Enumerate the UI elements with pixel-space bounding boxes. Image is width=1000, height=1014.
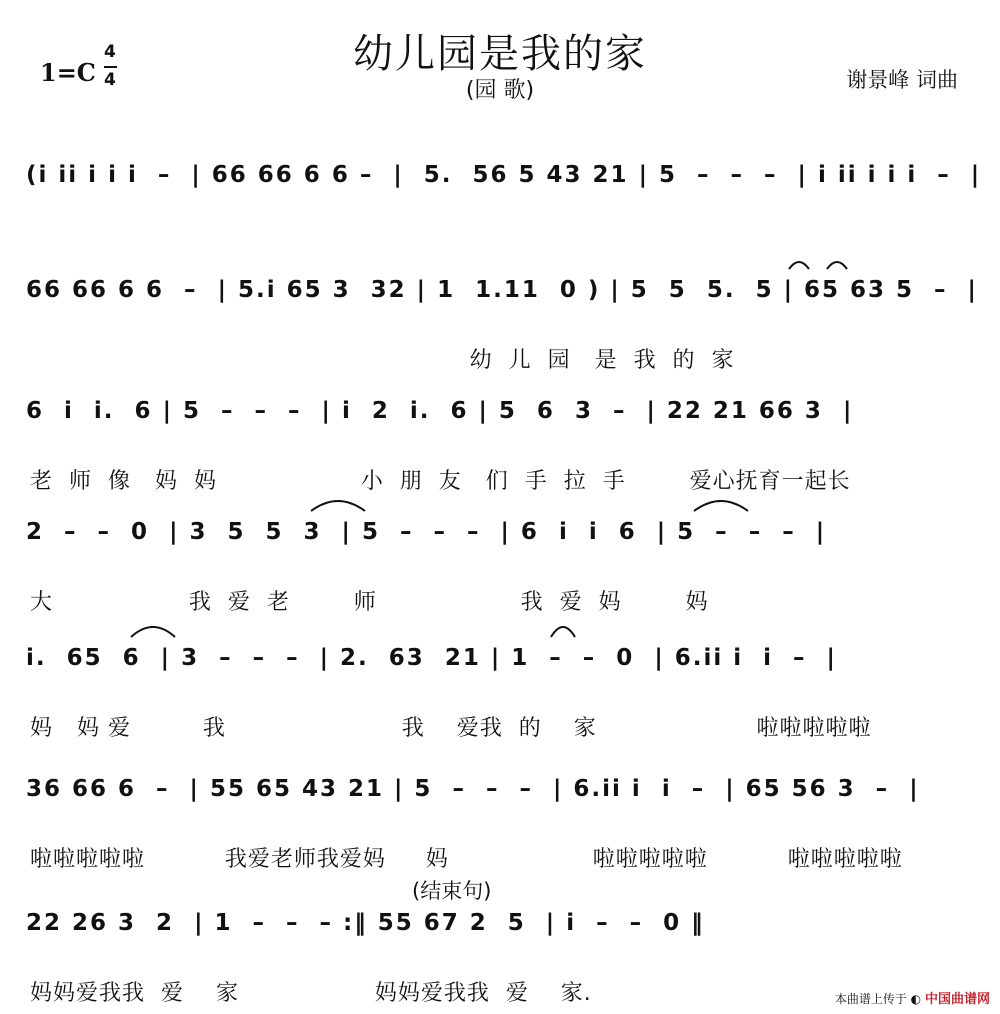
notation-line: (i ii i i i – | 66 66 6 6 – | 5. 56 5 43 21 | 5 – – – | i ii i i i – | [26, 162, 982, 188]
page-title: 幼儿园是我的家 [353, 31, 647, 77]
time-signature-top: 4 [104, 42, 116, 62]
lyric-line: 妈 妈 爱 我 我 爱我 的 家 啦啦啦啦啦 [30, 716, 872, 741]
slur-mark [125, 619, 185, 641]
lyric-line: 幼 儿 园 是 我 的 家 [30, 348, 735, 373]
notation-line: 66 66 6 6 – | 5.i 65 3 32 | 1 1.11 0 ) | 5 5 5. 5 | 65 63 5 – | [26, 277, 978, 303]
slur-marks [785, 253, 865, 273]
composer-credit: 谢景峰 词曲 [846, 68, 958, 92]
lyric-line: 妈妈爱我我 爱 家 妈妈爱我我 爱 家. [30, 981, 592, 1006]
page-subtitle: (园 歌) [465, 78, 535, 103]
notation-line: 6 i i. 6 | 5 – – – | i 2 i. 6 | 5 6 3 – | 22 21 66 3 | [26, 398, 854, 424]
slur-mark [305, 493, 375, 515]
footer-prefix: 本曲谱上传于 [834, 992, 907, 1006]
key-signature: 1=C [40, 58, 96, 87]
lyric-line: 啦啦啦啦啦 我爱老师我爱妈 妈 啦啦啦啦啦 啦啦啦啦啦 [30, 847, 903, 872]
lyric-line: 大 我 爱 老 师 我 爱 妈 妈 [30, 590, 709, 615]
notation-line: 2 – – 0 | 3 5 5 3 | 5 – – – | 6 i i 6 | 5 – – – | [26, 519, 827, 545]
footer-brand[interactable]: 中国曲谱网 [924, 992, 990, 1007]
lyric-line: 老 师 像 妈 妈 小 朋 友 们 手 拉 手 爱心抚育一起长 [30, 469, 851, 494]
ending-marker: (结束句) [412, 879, 492, 903]
notation-line: 36 66 6 – | 55 65 43 21 | 5 – – – | 6.ii i i – | 65 56 3 – | [26, 776, 920, 802]
site-footer [835, 988, 990, 1007]
time-signature-bottom: 4 [104, 70, 116, 90]
slur-mark [688, 493, 758, 515]
time-signature-line [104, 66, 117, 68]
notation-line: 22 26 3 2 | 1 – – – :‖ 55 67 2 5 | i – – 0 ‖ [26, 910, 705, 936]
notation-line: i. 65 6 | 3 – – – | 2. 63 21 | 1 – – 0 | 6.ii i i – | [26, 645, 837, 671]
site-logo-icon: ◐ [910, 992, 922, 1006]
slur-mark [545, 619, 585, 641]
